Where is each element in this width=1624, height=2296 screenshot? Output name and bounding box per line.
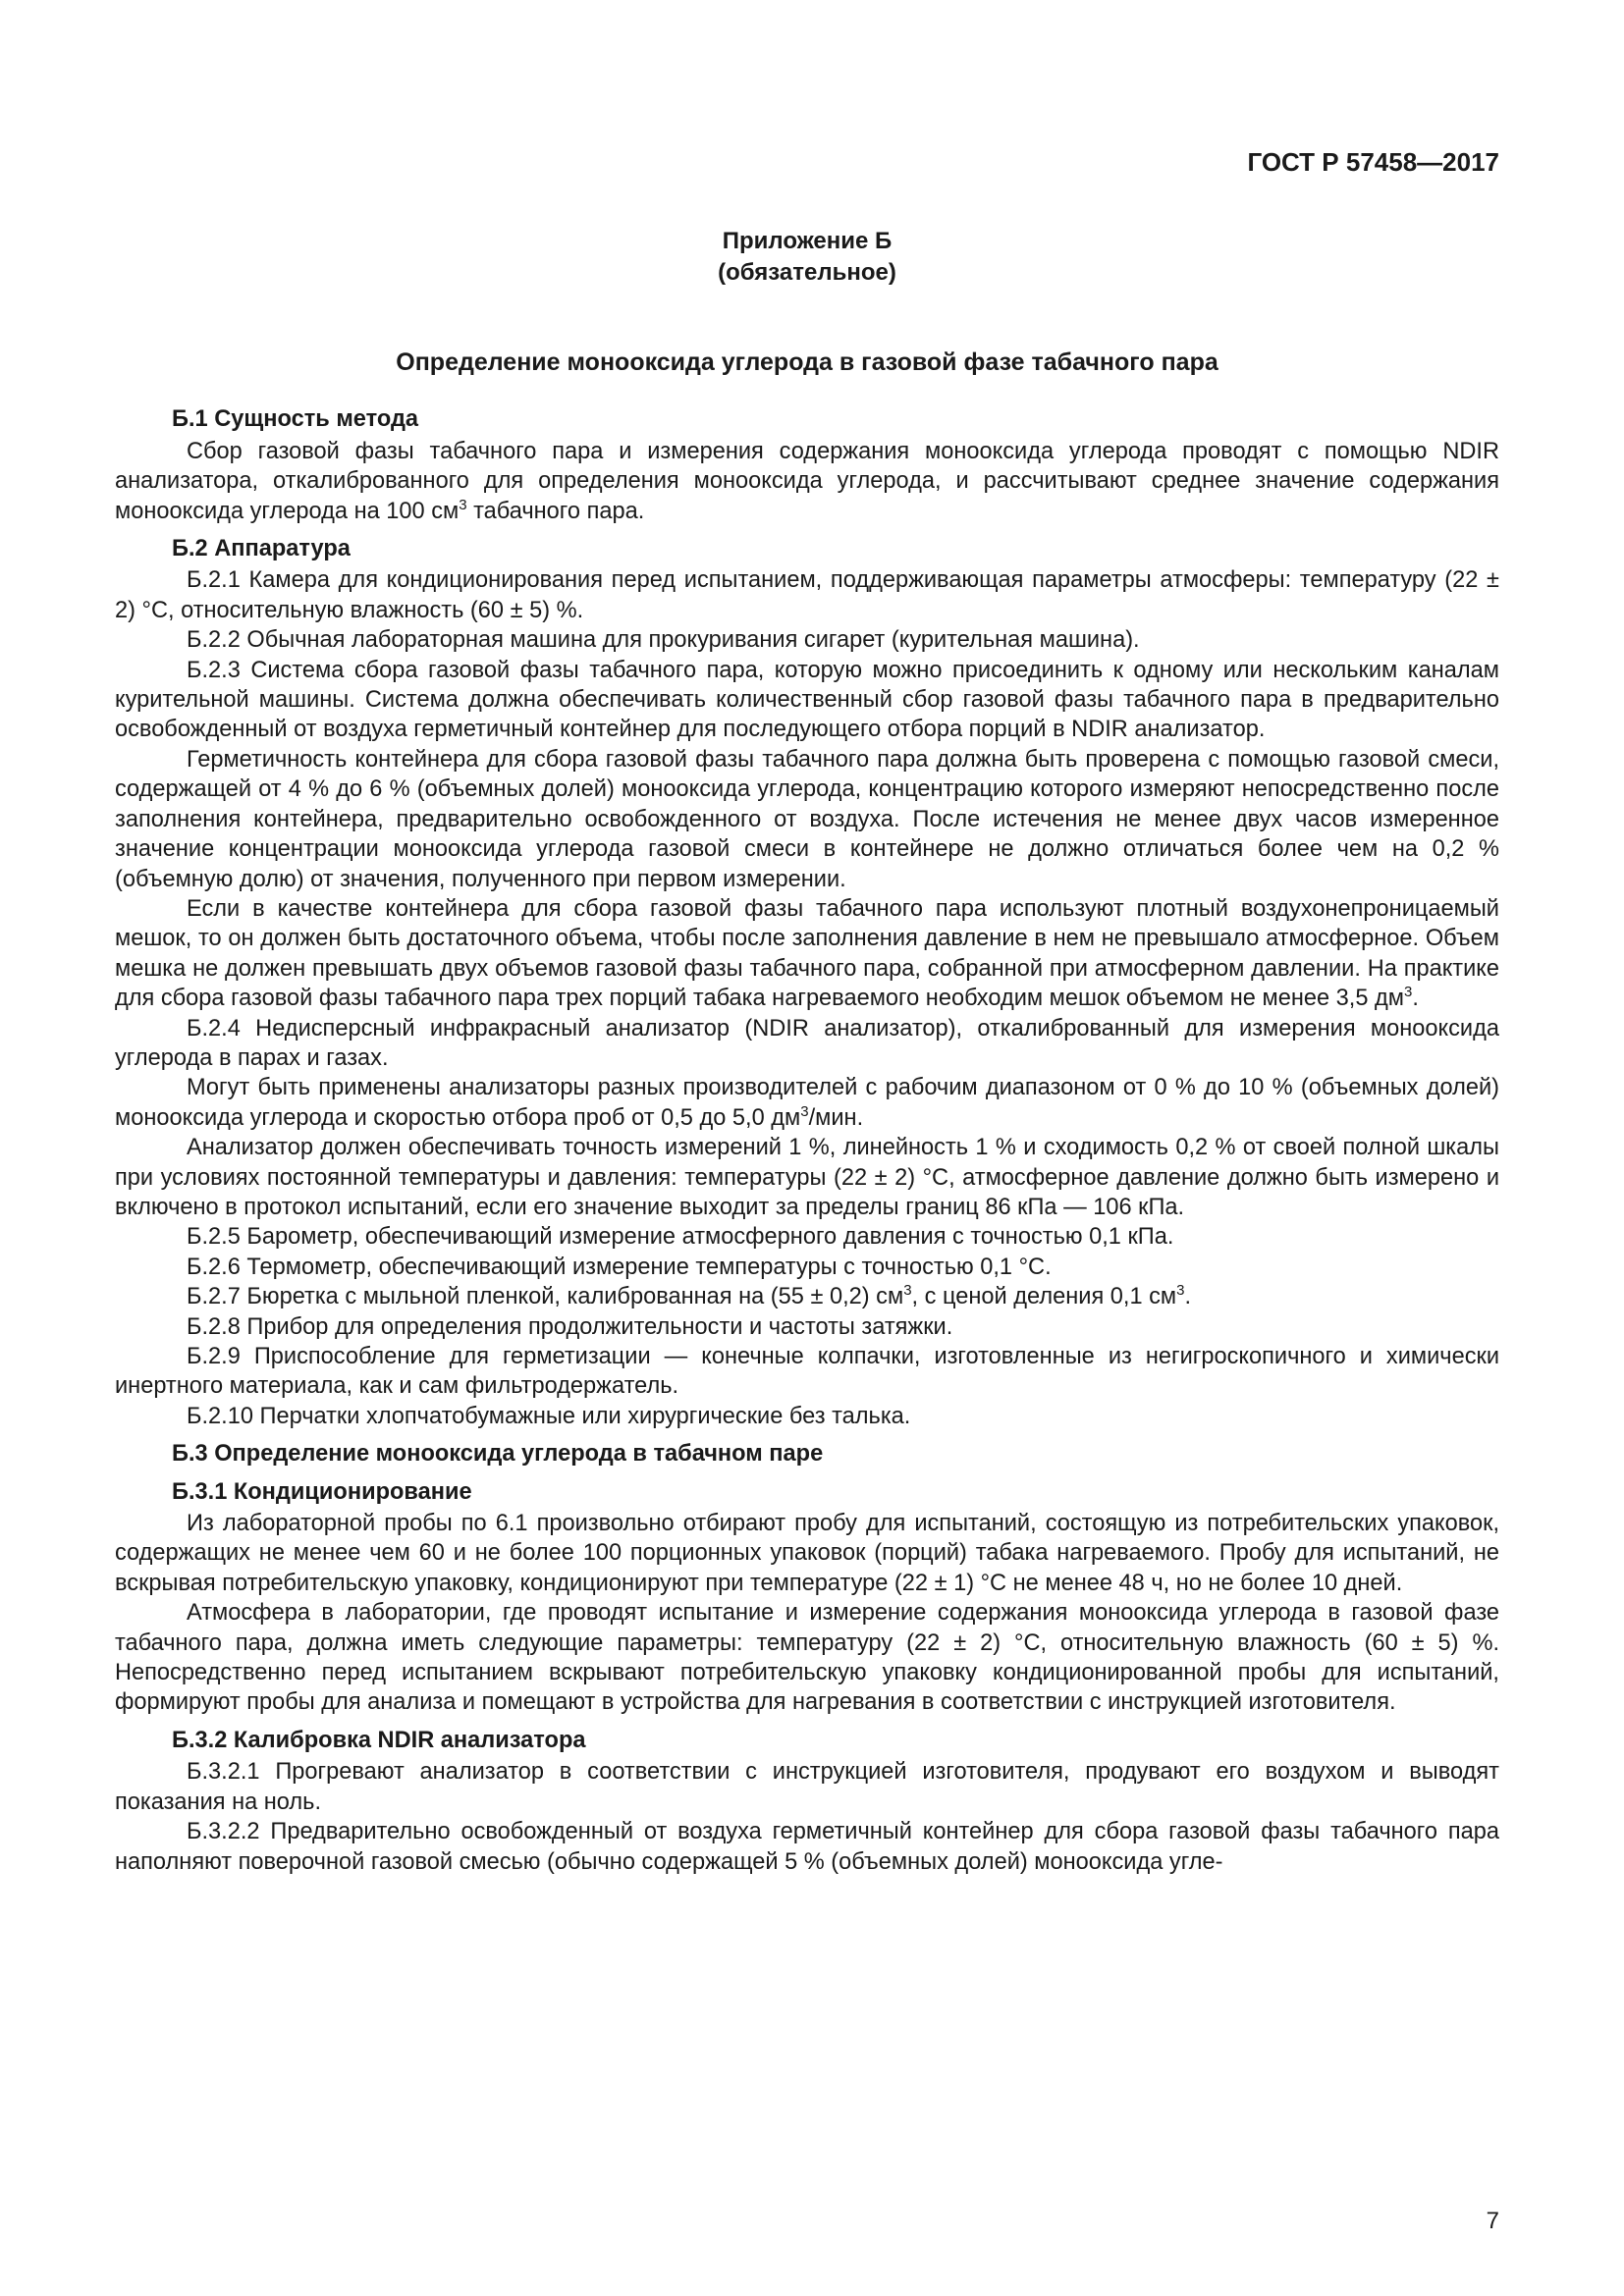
superscript: 3 xyxy=(1404,984,1413,1001)
text: . xyxy=(1184,1284,1192,1310)
appendix-subtitle: (обязательное) xyxy=(718,259,896,286)
paragraph-b3-2-2: Б.3.2.2 Предварительно освобожденный от воздуха герметичный контейнер для сбора газовой фазы табачного пара наполняют поверочной газовой смесью (обычно содержащей 5 % (объемных долей) монооксида угле- xyxy=(115,1819,1499,1875)
text: . xyxy=(1412,986,1419,1012)
paragraph-b2-8: Б.2.8 Прибор для определения продолжительности и частоты затяжки. xyxy=(187,1313,953,1340)
superscript: 3 xyxy=(903,1282,912,1300)
paragraph-b2-6: Б.2.6 Термометр, обеспечивающий измерение температуры с точностью 0,1 °C. xyxy=(187,1254,1052,1280)
paragraph-b2-7 xyxy=(115,1282,1499,1311)
text: Если в качестве контейнера для сбора газовой фазы табачного пара используют плотный воздухонепроницаемый мешок, то он должен быть достаточного объема, чтобы после заполнения давление в нем не превышало атмосферное. Объем мешка не должен превышать двух объемов газовой фазы табачного пара, собранной при атмосферном давлении. На практике для сбора газовой фазы табачного пара трех порций табака нагреваемого необходим мешок объемом не менее 3,5 дм xyxy=(115,895,1499,1012)
subsection-heading-b3-1: Б.3.1 Кондиционирование xyxy=(172,1478,472,1505)
section-heading-b3: Б.3 Определение монооксида углерода в табачном паре xyxy=(172,1441,824,1468)
paragraph-b2-4-analyzers xyxy=(115,1073,1499,1133)
text: Могут быть применены анализаторы разных производителей с рабочим диапазоном от 0 % до 10 % (объемных долей) монооксида углерода и скоростью отбора проб от 0,5 до 5,0 дм xyxy=(115,1075,1499,1131)
paragraph-b2-10: Б.2.10 Перчатки хлопчатобумажные или хирургические без талька. xyxy=(187,1403,911,1429)
paragraph-b2-4-accuracy: Анализатор должен обеспечивать точность измерений 1 %, линейность 1 % и сходимость 0,2 % от своей полной шкалы при условиях постоянной температуры и давления: температуры (22 ± 2) °C, атмосферное давление должно быть измерено и включено в протокол испытаний, если его значение выходит за пределы границ 86 кПа — 106 кПа. xyxy=(115,1135,1499,1220)
text: /мин. xyxy=(808,1104,864,1131)
paragraph-b3-1-atmosphere: Атмосфера в лаборатории, где проводят испытание и измерение содержания монооксида углерода в газовой фазе табачного пара, должна иметь следующие параметры: температуру (22 ± 2) °C, относительную влажность (60 ± 5) %. Непосредственно перед испытанием вскрывают потребительскую упаковку кондиционированной пробы для испытаний, формируют пробы для анализа и помещают в устройства для нагревания в соответствии с инструкцией изготовителя. xyxy=(115,1600,1499,1716)
superscript: 3 xyxy=(800,1102,809,1120)
section-heading-b2: Б.2 Аппаратура xyxy=(172,536,351,562)
document-title: Определение монооксида углерода в газовой фазе табачного пара xyxy=(396,348,1218,376)
superscript: 3 xyxy=(1176,1282,1185,1300)
paragraph-b3-2-1: Б.3.2.1 Прогревают анализатор в соответствии с инструкцией изготовителя, продувают его воздухом и выводят показания на ноль. xyxy=(115,1759,1499,1815)
paragraph-b3-1-sampling: Из лабораторной пробы по 6.1 произвольно отбирают пробу для испытаний, состоящую из потребительских упаковок, содержащих не менее чем 60 и не более 100 порционных упаковок (порций) табака нагреваемого. Пробу для испытаний, не вскрывая потребительскую упаковку, кондиционируют при температуре (22 ± 1) °C не менее 48 ч, но не более 10 дней. xyxy=(115,1511,1499,1596)
paragraph-b2-3-tightness: Герметичность контейнера для сбора газовой фазы табачного пара должна быть проверена с помощью газовой смеси, содержащей от 4 % до 6 % (объемных долей) монооксида углерода, концентрацию которого измеряют непосредственно после заполнения контейнера, предварительно освобожденного от воздуха. После истечения не менее двух часов измеренное значение концентрации монооксида углерода газовой смеси в контейнере не должно отличаться более чем на 0,2 % (объемную долю) от значения, полученного при первом измерении. xyxy=(115,746,1499,892)
subsection-heading-b3-2: Б.3.2 Калибровка NDIR анализатора xyxy=(172,1727,586,1753)
section-heading-b1: Б.1 Сущность метода xyxy=(172,406,419,433)
text: , с ценой деления 0,1 см xyxy=(911,1284,1177,1310)
paragraph-b2-9: Б.2.9 Приспособление для герметизации — конечные колпачки, изготовленные из негигроскопичного и химически инертного материала, как и сам фильтродержатель. xyxy=(115,1344,1499,1400)
appendix-heading xyxy=(115,226,1499,289)
paragraph-b2-2: Б.2.2 Обычная лабораторная машина для прокуривания сигарет (курительная машина). xyxy=(187,627,1140,654)
paragraph-b2-4: Б.2.4 Недисперсный инфракрасный анализатор (NDIR анализатор), откалиброванный для измерения монооксида углерода в парах и газах. xyxy=(115,1015,1499,1071)
superscript: 3 xyxy=(459,496,467,513)
paragraph-b2-1: Б.2.1 Камера для кондиционирования перед испытанием, поддерживающая параметры атмосферы: температуру (22 ± 2) °C, относительную влажность (60 ± 5) %. xyxy=(115,567,1499,623)
paragraph-b2-3-bag xyxy=(115,894,1499,1014)
paragraph-b2-5: Б.2.5 Барометр, обеспечивающий измерение атмосферного давления с точностью 0,1 кПа. xyxy=(187,1224,1174,1251)
text: Сбор газовой фазы табачного пара и измерения содержания монооксида углерода проводят с помощью NDIR анализатора, откалиброванного для определения монооксида углерода, и рассчитывают среднее значение содержания монооксида углерода на 100 см xyxy=(115,438,1499,524)
standard-code: ГОСТ Р 57458—2017 xyxy=(1247,147,1499,177)
text: Б.2.7 Бюретка с мыльной пленкой, калиброванная на (55 ± 0,2) см xyxy=(187,1284,904,1310)
page-number: 7 xyxy=(1486,2208,1499,2234)
text: табачного пара. xyxy=(466,498,645,524)
paragraph-b1 xyxy=(115,437,1499,526)
appendix-title: Приложение Б xyxy=(722,228,893,254)
paragraph-b2-3: Б.2.3 Система сбора газовой фазы табачного пара, которую можно присоединить к одному или нескольким каналам курительной машины. Система должна обеспечивать количественный сбор газовой фазы табачного пара в предварительно освобожденный от воздуха герметичный контейнер для последующего отбора порций в NDIR анализатор. xyxy=(115,657,1499,743)
